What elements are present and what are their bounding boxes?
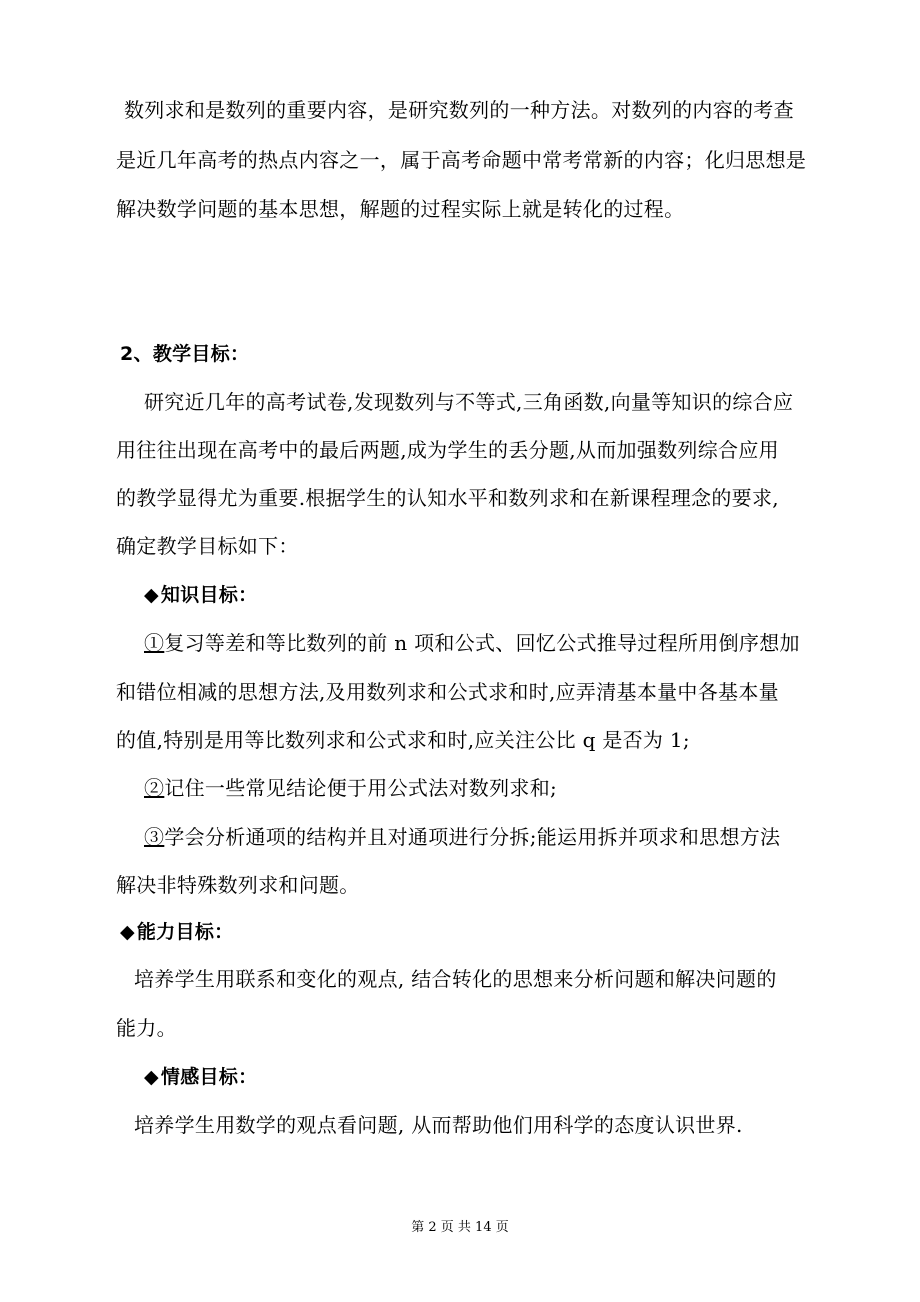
emotion-line: 培养学生用数学的观点看问题, 从而帮助他们用科学的态度认识世界. xyxy=(134,1113,743,1137)
objectives-intro-line: 的教学显得尤为重要.根据学生的认知水平和数列求和在新课程理念的要求, xyxy=(116,486,779,510)
ability-line: 能力。 xyxy=(116,1016,177,1040)
list-item-text: 学会分析通项的结构并且对通项进行分拆;能运用拆并项求和思想方法 xyxy=(164,825,781,849)
list-item-line: 解决非特殊数列求和问题。 xyxy=(116,873,360,897)
intro-line: 是近几年高考的热点内容之一，属于高考命题中常考常新的内容；化归思想是 xyxy=(116,148,807,172)
list-item-line xyxy=(144,823,780,851)
list-item-line xyxy=(144,774,557,802)
diamond-bullet-icon: ◆ xyxy=(144,584,159,606)
emotion-heading xyxy=(144,1063,257,1091)
page-number-footer: 第 2 页 共 14 页 xyxy=(411,1220,509,1235)
intro-line: 解决数学问题的基本思想，解题的过程实际上就是转化的过程。 xyxy=(116,197,685,221)
item-number-mark: ② xyxy=(144,776,165,800)
section-heading: 2、教学目标： xyxy=(120,343,250,365)
ability-line: 培养学生用联系和变化的观点, 结合转化的思想来分析问题和解决问题的 xyxy=(134,967,777,991)
item-number-mark: ① xyxy=(144,631,165,655)
list-item-line: 的值,特别是用等比数列求和公式求和时,应关注公比 q 是否为 1; xyxy=(116,728,690,752)
objectives-intro-line: 确定教学目标如下： xyxy=(116,534,299,558)
diamond-bullet-icon: ◆ xyxy=(120,921,135,943)
list-item-text: 记住一些常见结论便于用公式法对数列求和; xyxy=(164,776,558,800)
objectives-intro-line: 研究近几年的高考试卷,发现数列与不等式,三角函数,向量等知识的综合应 xyxy=(144,390,794,414)
ability-heading-label: 能力目标： xyxy=(136,921,234,943)
item-number-mark: ③ xyxy=(144,825,165,849)
ability-heading xyxy=(120,918,233,946)
knowledge-heading-label: 知识目标： xyxy=(160,584,258,606)
intro-line: 数列求和是数列的重要内容，是研究数列的一种方法。对数列的内容的考查 xyxy=(124,98,794,122)
list-item-line: 和错位相减的思想方法,及用数列求和公式求和时,应弄清基本量中各基本量 xyxy=(116,680,779,704)
emotion-heading-label: 情感目标： xyxy=(160,1066,258,1088)
diamond-bullet-icon: ◆ xyxy=(144,1066,159,1088)
list-item-text: 复习等差和等比数列的前 n 项和公式、回忆公式推导过程所用倒序想加 xyxy=(164,631,800,655)
list-item-line xyxy=(144,629,800,657)
objectives-intro-line: 用往往出现在高考中的最后两题,成为学生的丢分题,从而加强数列综合应用 xyxy=(116,438,779,462)
knowledge-heading xyxy=(144,581,257,609)
